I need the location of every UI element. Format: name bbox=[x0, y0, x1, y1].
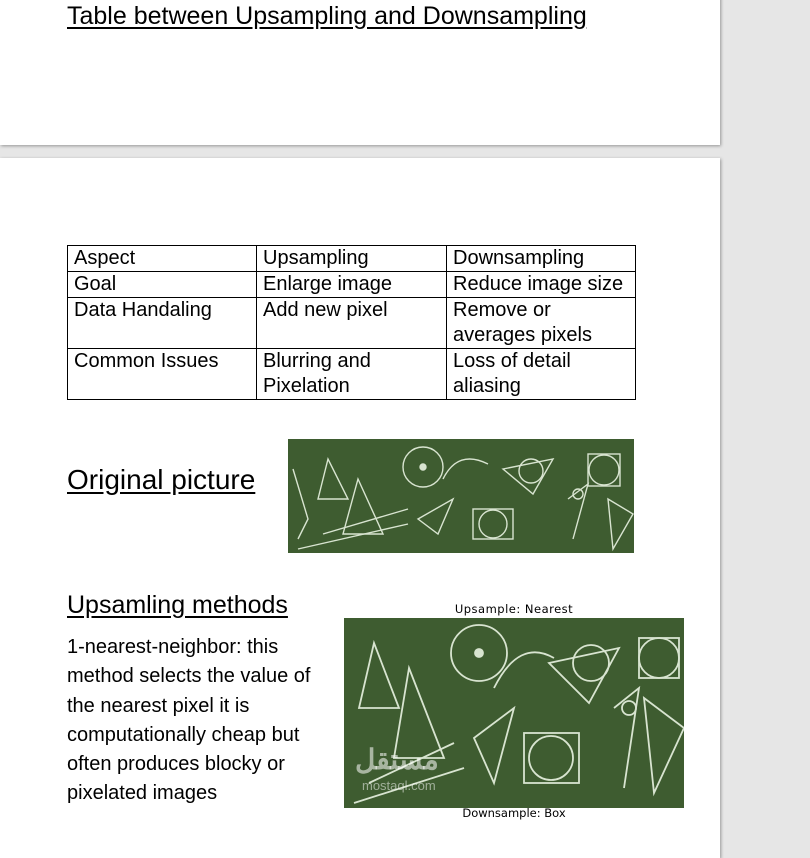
table-cell: Blurring and Pixelation bbox=[257, 349, 447, 400]
original-picture-heading: Original picture bbox=[67, 464, 256, 495]
comparison-table bbox=[67, 245, 636, 400]
upsample-figure-caption: Upsample: Nearest bbox=[454, 602, 574, 616]
table-row bbox=[68, 298, 636, 349]
table-header-row bbox=[68, 246, 636, 272]
table-cell: Remove or averages pixels bbox=[447, 298, 636, 349]
table-cell: Common Issues bbox=[68, 349, 257, 400]
table-header-cell: Aspect bbox=[68, 246, 257, 272]
page-title: Table between Upsampling and Downsampling bbox=[67, 2, 587, 30]
table-cell: Reduce image size bbox=[447, 272, 636, 298]
upsampling-methods-heading: Upsamling methods bbox=[67, 591, 288, 619]
table-cell: Data Handaling bbox=[68, 298, 257, 349]
watermark-url: mostaql.com bbox=[362, 778, 436, 793]
table-cell: Goal bbox=[68, 272, 257, 298]
upsampling-description: 1-nearest-neighbor: this method selects the value of the nearest pixel it is computationally cheap but often produces blocky or pixelated images bbox=[67, 636, 311, 805]
watermark-logo: مستقل bbox=[355, 744, 439, 775]
table-header-cell: Upsampling bbox=[257, 246, 447, 272]
table-row bbox=[68, 349, 636, 400]
table-row bbox=[68, 272, 636, 298]
document-page-1 bbox=[0, 0, 720, 145]
table-cell: Add new pixel bbox=[257, 298, 447, 349]
table-cell: Enlarge image bbox=[257, 272, 447, 298]
downsample-figure-caption: Downsample: Box bbox=[462, 806, 566, 820]
document-page-2 bbox=[0, 158, 720, 858]
original-chalkboard-image bbox=[288, 439, 634, 553]
table-cell: Loss of detail aliasing bbox=[447, 349, 636, 400]
table-header-cell: Downsampling bbox=[447, 246, 636, 272]
